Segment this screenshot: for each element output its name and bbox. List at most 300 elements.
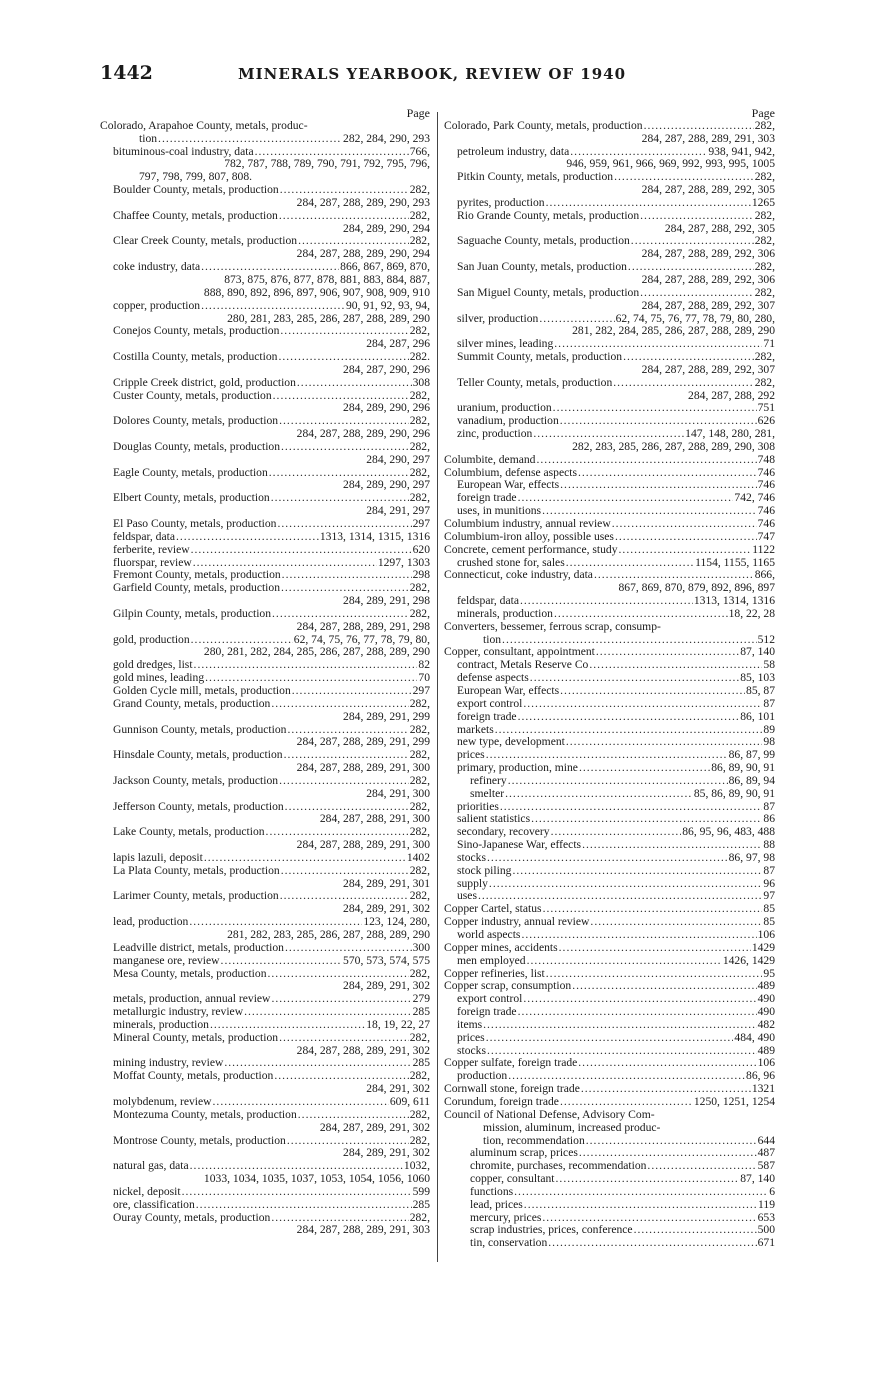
- index-term: Council of National Defense, Advisory Com-: [444, 1108, 655, 1121]
- page-references: 1313, 1314, 1315, 1316: [319, 530, 430, 543]
- index-term: Saguache County, metals, production: [457, 235, 630, 248]
- page-references: 746: [757, 466, 775, 479]
- page-references: 489: [757, 1044, 775, 1057]
- index-term: Gilpin County, metals, production: [113, 607, 272, 620]
- leader-dots: [581, 1083, 751, 1096]
- page-references: 298: [412, 569, 430, 582]
- index-term: gold, production: [113, 633, 190, 646]
- index-term: San Miguel County, metals, production: [457, 286, 640, 299]
- page-references: 85, 86, 89, 90, 91: [693, 787, 775, 800]
- index-term: export control: [457, 697, 523, 710]
- index-entry-continuation: 284, 287, 288, 289, 291, 299: [296, 735, 430, 749]
- index-entry: [100, 698, 430, 711]
- index-term: Cripple Creek district, gold, production: [113, 376, 296, 389]
- index-term: Douglas County, metals, production: [113, 440, 281, 453]
- leader-dots: [640, 210, 754, 223]
- leader-dots: [298, 1109, 409, 1122]
- index-entry: [444, 1109, 775, 1122]
- index-entry: [100, 133, 430, 146]
- index-term: Pitkin County, metals, production: [457, 171, 614, 184]
- index-entry-continuation: 888, 890, 892, 896, 897, 906, 907, 908, 909, 910: [203, 285, 430, 299]
- page-references: 747: [757, 530, 775, 543]
- page-references: 282,: [754, 235, 775, 248]
- leader-dots: [176, 531, 319, 544]
- index-term: silver, production: [457, 312, 539, 325]
- page-references: 746: [757, 505, 775, 518]
- index-term: chromite, purchases, recommendation: [470, 1160, 647, 1173]
- index-entry: [444, 557, 775, 570]
- page-references: 482: [757, 1018, 775, 1031]
- leader-dots: [546, 968, 763, 981]
- index-term: crushed stone for, sales: [457, 556, 565, 569]
- leader-dots: [543, 903, 763, 916]
- leader-dots: [285, 942, 412, 955]
- leader-dots: [527, 955, 722, 968]
- leader-dots: [281, 865, 409, 878]
- index-term: aluminum scrap, prices: [470, 1147, 578, 1160]
- leader-dots: [224, 1057, 411, 1070]
- index-entry-continuation: 1033, 1034, 1035, 1037, 1053, 1054, 1056, 1060: [203, 1172, 430, 1186]
- leader-dots: [536, 454, 756, 467]
- index-term: world aspects: [457, 929, 521, 941]
- leader-dots: [508, 775, 728, 788]
- page-references: 86, 101: [740, 710, 775, 723]
- index-term: Boulder County, metals, production: [113, 184, 279, 197]
- leader-dots: [512, 865, 762, 878]
- index-term: Montrose County, metals, production: [113, 1134, 286, 1147]
- index-term: supply: [457, 877, 488, 890]
- leader-dots: [523, 993, 756, 1006]
- page-references: 279: [412, 993, 430, 1006]
- index-entry: [444, 544, 775, 557]
- page-references: 86, 95, 96, 483, 488: [682, 826, 775, 839]
- index-entry: [100, 557, 430, 570]
- index-entry: [444, 993, 775, 1006]
- index-term: functions: [470, 1185, 514, 1198]
- page-references: 282,: [409, 492, 430, 505]
- index-term: Cornwall stone, foreign trade: [444, 1083, 580, 1096]
- page-references: 106: [757, 929, 775, 941]
- index-entry: [444, 878, 775, 891]
- index-entry: [444, 120, 775, 133]
- index-entry: [444, 428, 775, 441]
- page-references: 308: [412, 376, 430, 389]
- index-term: Eagle County, metals, production: [113, 466, 268, 479]
- page-references: 86, 97, 98: [728, 851, 775, 864]
- index-entry: [444, 492, 775, 505]
- index-entry: [444, 762, 775, 775]
- page-references: 489: [757, 980, 775, 993]
- leader-dots: [483, 1019, 756, 1032]
- page-references: 742, 746: [734, 492, 775, 505]
- page-references: 1429: [751, 941, 775, 954]
- index-entry: [444, 1173, 775, 1186]
- index-term: Jefferson County, metals, production: [113, 800, 284, 813]
- leader-dots: [647, 1160, 756, 1173]
- page-references: 87: [763, 697, 775, 710]
- page-references: 282,: [409, 1108, 430, 1121]
- leader-dots: [524, 1199, 757, 1212]
- page-header: [100, 62, 780, 88]
- leader-dots: [644, 120, 754, 133]
- index-term: lead, prices: [470, 1198, 523, 1211]
- index-entry: [100, 608, 430, 621]
- index-term: Copper mines, accidents: [444, 941, 558, 954]
- page-references: 746: [757, 518, 775, 530]
- index-entry-continuation: 284, 287, 288, 292: [688, 388, 775, 402]
- index-entry: [444, 813, 775, 826]
- page-references: 1321: [751, 1083, 775, 1096]
- index-entry: [444, 1237, 775, 1250]
- index-entry: [100, 1032, 430, 1045]
- index-entry: [444, 1224, 775, 1237]
- index-entry-continuation: 797, 798, 799, 807, 808.: [139, 170, 253, 184]
- page-references: 82: [418, 659, 430, 672]
- page-references: 866, 867, 869, 870,: [340, 261, 430, 274]
- index-term: Mineral County, metals, production: [113, 1031, 279, 1044]
- index-entry: [444, 801, 775, 814]
- index-entry-continuation: 284, 289, 291, 299: [343, 709, 430, 723]
- index-entry: [444, 351, 775, 364]
- index-entry-continuation: 284, 289, 290, 296: [343, 401, 430, 415]
- index-term: lapis lazuli, deposit: [113, 851, 203, 864]
- leader-dots: [495, 724, 763, 737]
- page-references: 1297, 1303: [377, 556, 430, 569]
- index-entry: [444, 890, 775, 903]
- leader-dots: [554, 608, 728, 621]
- page-references: 570, 573, 574, 575: [343, 954, 430, 967]
- index-entry: [444, 646, 775, 659]
- page-references: 285: [412, 1057, 430, 1070]
- index-term: foreign trade: [457, 710, 517, 723]
- page-references: 62, 74, 75, 76, 77, 78, 79, 80, 280,: [615, 312, 775, 325]
- leader-dots: [213, 1096, 389, 1109]
- leader-dots: [297, 377, 412, 390]
- index-term: European War, effects: [457, 684, 560, 697]
- index-entry: [444, 467, 775, 480]
- index-term: tion, recommendation: [483, 1134, 585, 1147]
- index-entry: [444, 1070, 775, 1083]
- leader-dots: [520, 595, 693, 608]
- index-entry-continuation: 284, 290, 297: [366, 452, 430, 466]
- leader-dots: [556, 1173, 740, 1186]
- index-entry: [444, 1199, 775, 1212]
- index-entry-continuation: 284, 287, 288, 289, 292, 307: [641, 298, 775, 312]
- index-term: copper, production: [113, 299, 201, 312]
- leader-dots: [486, 749, 728, 762]
- index-term: Conejos County, metals, production: [113, 325, 280, 338]
- index-entry: [444, 377, 775, 390]
- index-term: Columbite, demand: [444, 453, 536, 466]
- leader-dots: [487, 1045, 757, 1058]
- index-term: mission, aluminum, increased produc-: [483, 1121, 661, 1134]
- index-term: tin, conservation: [470, 1237, 548, 1250]
- page-references: 671: [757, 1237, 775, 1250]
- index-term: mercury, prices: [470, 1211, 542, 1224]
- index-entry-continuation: 284, 287, 288, 289, 291, 300: [296, 838, 430, 852]
- leader-dots: [282, 569, 412, 582]
- leader-dots: [279, 775, 409, 788]
- index-term: Grand County, metals, production: [113, 697, 271, 710]
- leader-dots: [572, 980, 756, 993]
- index-entry: [444, 1135, 775, 1148]
- index-entry: [444, 775, 775, 788]
- running-title: MINERALS YEARBOOK, REVIEW OF 1940: [238, 65, 627, 83]
- index-entry: [100, 993, 430, 1006]
- index-entry: [444, 1212, 775, 1225]
- leader-dots: [560, 415, 757, 428]
- index-term: uranium, production: [457, 402, 552, 415]
- index-term: smelter: [470, 787, 505, 800]
- leader-dots: [210, 1019, 365, 1032]
- index-term: Hinsdale County, metals, production: [113, 749, 283, 762]
- leader-dots: [280, 184, 409, 197]
- page-references: 123, 124, 280,: [363, 916, 430, 929]
- index-entry: [444, 479, 775, 492]
- page-references: 282,: [409, 235, 430, 248]
- index-term: defense aspects: [457, 672, 529, 685]
- index-entry-continuation: 284, 287, 288, 289, 290, 294: [296, 247, 430, 261]
- index-entry: [444, 1096, 775, 1109]
- page-references: 87, 140: [740, 1173, 775, 1186]
- index-entry: [100, 544, 430, 557]
- leader-dots: [271, 698, 408, 711]
- leader-dots: [623, 351, 754, 364]
- page-references: 62, 74, 75, 76, 77, 78, 79, 80,: [293, 633, 430, 646]
- page-references: 85: [763, 903, 775, 916]
- page-references: 86, 89, 90, 91: [711, 762, 775, 775]
- page-references: 282,: [409, 864, 430, 877]
- index-term: feldspar, data: [113, 530, 175, 543]
- index-entry-continuation: 284, 287, 288, 289, 291, 303: [296, 1223, 430, 1237]
- index-entry: [444, 942, 775, 955]
- leader-dots: [553, 402, 757, 415]
- leader-dots: [589, 659, 762, 672]
- leader-dots: [518, 711, 740, 724]
- leader-dots: [615, 531, 757, 544]
- index-column-right: [444, 107, 775, 1250]
- page-references: 87: [763, 864, 775, 877]
- leader-dots: [204, 852, 406, 865]
- page-references: 282,: [409, 184, 430, 197]
- page-references: 282.: [409, 351, 430, 364]
- page-references: 282,: [754, 286, 775, 299]
- page-references: 282,: [409, 582, 430, 595]
- index-entry-continuation: 284, 289, 291, 298: [343, 594, 430, 608]
- index-term: Gunnison County, metals, production: [113, 723, 287, 736]
- leader-dots: [489, 878, 762, 891]
- index-term: Colorado, Arapahoe County, metals, produc-: [100, 119, 308, 132]
- column-heading: Page: [751, 106, 775, 120]
- leader-dots: [640, 287, 754, 300]
- leader-dots: [277, 518, 411, 531]
- index-term: Copper scrap, consumption: [444, 980, 572, 993]
- index-entry: [444, 1147, 775, 1160]
- page-references: 282,: [409, 1134, 430, 1147]
- index-entry-continuation: 284, 287, 288, 289, 291, 302: [296, 1043, 430, 1057]
- index-term: contract, Metals Reserve Co: [457, 659, 589, 672]
- page-references: 282,: [754, 261, 775, 274]
- index-entry-continuation: 284, 289, 291, 302: [343, 902, 430, 916]
- index-term: silver mines, leading: [457, 338, 554, 351]
- page-references: 1250, 1251, 1254: [693, 1095, 775, 1108]
- index-term: lead, production: [113, 916, 189, 929]
- index-entry: [444, 711, 775, 724]
- column-divider: [437, 112, 438, 1262]
- index-term: mining industry, review: [113, 1057, 224, 1070]
- leader-dots: [533, 428, 684, 441]
- index-term: prices: [457, 1031, 485, 1044]
- index-entry: [444, 788, 775, 801]
- page-references: 6: [769, 1185, 775, 1198]
- index-term: metals, production, annual review: [113, 993, 271, 1006]
- index-term: feldspar, data: [457, 595, 519, 608]
- page-references: 484, 490: [734, 1031, 775, 1044]
- leader-dots: [560, 1096, 693, 1109]
- index-entry-continuation: 280, 281, 282, 284, 285, 286, 287, 288, 289, 290: [203, 645, 430, 659]
- index-entry-continuation: 284, 291, 300: [366, 786, 430, 800]
- leader-dots: [612, 518, 757, 531]
- index-entry: [100, 1057, 430, 1070]
- index-term: vanadium, production: [457, 415, 559, 428]
- page-references: 512: [757, 633, 775, 646]
- index-term: export control: [457, 993, 523, 1006]
- index-entry: [444, 903, 775, 916]
- index-term: natural gas, data: [113, 1160, 189, 1173]
- page-references: 85, 103: [740, 672, 775, 685]
- index-term: Leadville district, metals, production: [113, 941, 284, 954]
- index-term: Columbium-iron alloy, possible uses: [444, 530, 614, 543]
- index-entry: [444, 621, 775, 634]
- page-references: 751: [757, 402, 775, 415]
- page-references: 282,: [409, 890, 430, 903]
- leader-dots: [523, 698, 762, 711]
- index-entry: [444, 685, 775, 698]
- page-references: 90, 91, 92, 93, 94,: [345, 299, 430, 312]
- index-entry: [100, 569, 430, 582]
- page-references: 282,: [409, 466, 430, 479]
- index-entry-continuation: 284, 289, 290, 294: [343, 221, 430, 235]
- index-entry-continuation: 284, 287, 290, 296: [343, 362, 430, 376]
- page-references: 85, 87: [746, 684, 775, 697]
- leader-dots: [518, 492, 734, 505]
- page-references: 282, 284, 290, 293: [343, 132, 430, 145]
- index-term: uses, in munitions: [457, 505, 542, 518]
- page-references: 1122: [752, 543, 775, 556]
- index-term: foreign trade: [457, 1006, 517, 1019]
- leader-dots: [548, 1237, 756, 1250]
- page-references: 282,: [409, 697, 430, 710]
- index-entry-continuation: 284, 287, 289, 291, 302: [319, 1120, 430, 1134]
- index-entry: [100, 300, 430, 313]
- index-entry: [444, 505, 775, 518]
- index-term: Ouray County, metals, production: [113, 1211, 271, 1224]
- leader-dots: [518, 1006, 757, 1019]
- index-entry: [444, 955, 775, 968]
- page-references: 490: [757, 993, 775, 1006]
- index-term: prices: [457, 749, 485, 762]
- index-entry: [100, 1019, 430, 1032]
- page-references: 88: [763, 839, 775, 852]
- index-entry: [444, 531, 775, 544]
- index-term: stocks: [457, 1044, 486, 1057]
- leader-dots: [201, 300, 345, 313]
- index-entry: [444, 698, 775, 711]
- index-entry-continuation: 284, 287, 296: [366, 337, 430, 351]
- index-entry: [444, 865, 775, 878]
- index-entry: [100, 184, 430, 197]
- leader-dots: [244, 1006, 412, 1019]
- index-entry-continuation: 284, 289, 291, 302: [343, 979, 430, 993]
- index-entry: [100, 377, 430, 390]
- page-references: 748: [757, 453, 775, 466]
- index-term: markets: [457, 723, 494, 736]
- page-references: 282,: [409, 967, 430, 980]
- leader-dots: [560, 685, 745, 698]
- index-term: Connecticut, coke industry, data: [444, 569, 593, 582]
- leader-dots: [582, 839, 762, 852]
- page-references: 85: [763, 916, 775, 929]
- index-term: Copper sulfate, foreign trade: [444, 1057, 578, 1070]
- leader-dots: [586, 1135, 757, 1148]
- index-entry-continuation: 284, 291, 302: [366, 1082, 430, 1096]
- index-entry: [444, 839, 775, 852]
- leader-dots: [191, 544, 412, 557]
- index-entry: [444, 1032, 775, 1045]
- index-entry: [444, 1045, 775, 1058]
- index-term: Garfield County, metals, production: [113, 582, 280, 595]
- index-term: Copper Cartel, status: [444, 903, 542, 916]
- index-entry-continuation: 284, 287, 288, 289, 292, 306: [641, 272, 775, 286]
- index-entry: [444, 1186, 775, 1199]
- page-references: 487: [757, 1147, 775, 1160]
- index-entry: [100, 685, 430, 698]
- page-references: 282,: [409, 826, 430, 839]
- page-references: 282,: [409, 1070, 430, 1083]
- index-term: Corundum, foreign trade: [444, 1095, 559, 1108]
- index-entry: [444, 197, 775, 210]
- page-references: 282,: [409, 723, 430, 736]
- index-entry: [100, 120, 430, 133]
- page-references: 766,: [409, 145, 430, 158]
- index-entry-continuation: 284, 291, 297: [366, 504, 430, 518]
- index-term: Lake County, metals, production: [113, 826, 265, 839]
- page-references: 89: [763, 723, 775, 736]
- page-number: 1442: [100, 62, 153, 84]
- index-term: minerals, production: [457, 607, 553, 620]
- index-entry: [100, 852, 430, 865]
- page-references: 282,: [409, 800, 430, 813]
- leader-dots: [578, 467, 757, 480]
- index-term: Concrete, cement performance, study: [444, 543, 618, 556]
- leader-dots: [578, 1057, 756, 1070]
- index-term: Columbium industry, annual review: [444, 518, 611, 530]
- index-entry: [444, 736, 775, 749]
- page-references: 282,: [754, 376, 775, 389]
- index-entry: [100, 1109, 430, 1122]
- index-entry: [444, 1019, 775, 1032]
- leader-dots: [486, 1032, 734, 1045]
- page-references: 106: [757, 1057, 775, 1070]
- page-references: 609, 611: [389, 1095, 430, 1108]
- leader-dots: [590, 916, 762, 929]
- leader-dots: [487, 852, 728, 865]
- leader-dots: [205, 672, 417, 685]
- index-entry-continuation: 284, 289, 291, 301: [343, 876, 430, 890]
- page-references: 866,: [754, 569, 775, 582]
- page-references: 282,: [409, 774, 430, 787]
- index-entry: [444, 287, 775, 300]
